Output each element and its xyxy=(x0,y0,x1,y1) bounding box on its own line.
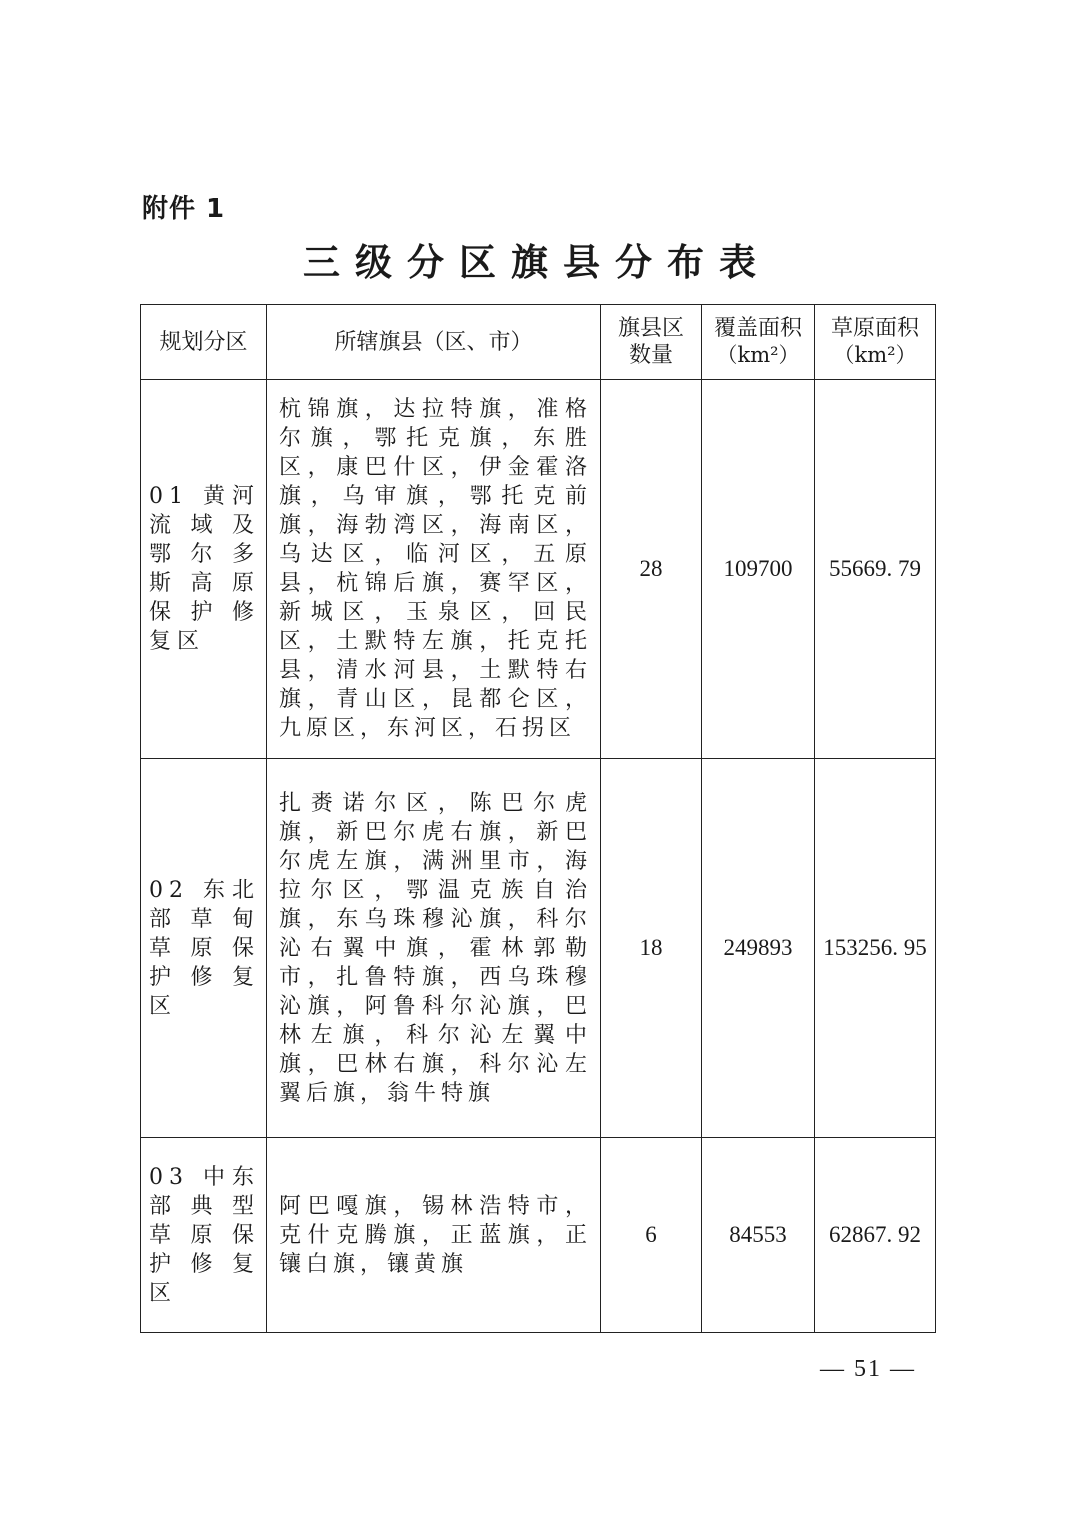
zone-cell: 03 中东部典型草原保护修复区 xyxy=(141,1138,267,1333)
zone-cell: 01 黄河流域及鄂尔多斯高原保护修复区 xyxy=(141,380,267,759)
grassland-cell: 62867. 92 xyxy=(815,1138,936,1333)
table-row xyxy=(141,759,936,1138)
coverage-cell: 84553 xyxy=(702,1138,815,1333)
count-cell: 6 xyxy=(601,1138,702,1333)
header-coverage-label: 覆盖面积 xyxy=(713,316,802,341)
attachment-label: 附件 1 xyxy=(142,194,226,224)
counties-cell: 杭锦旗，达拉特旗，准格尔旗，鄂托克旗，东胜区，康巴什区，伊金霍洛旗，乌审旗，鄂托克前旗，海勃湾区，海南区，乌达区，临河区，五原县，杭锦后旗，赛罕区，新城区，玉泉区，回民区，土默特左旗，托克托县，清水河县，土默特右旗，青山区，昆都仑区，九原区，东河区，石拐区 xyxy=(267,380,601,759)
counties-cell: 扎赉诺尔区，陈巴尔虎旗，新巴尔虎右旗，新巴尔虎左旗，满洲里市，海拉尔区，鄂温克族自治旗，东乌珠穆沁旗，科尔沁右翼中旗，霍林郭勒市，扎鲁特旗，西乌珠穆沁旗，阿鲁科尔沁旗，巴林左旗，科尔沁左翼中旗，巴林右旗，科尔沁左翼后旗，翁牛特旗 xyxy=(267,759,601,1138)
table-header-row xyxy=(141,305,936,380)
table-row xyxy=(141,380,936,759)
grassland-cell: 55669. 79 xyxy=(815,380,936,759)
zone-cell: 02 东北部草甸草原保护修复区 xyxy=(141,759,267,1138)
coverage-cell: 249893 xyxy=(702,759,815,1138)
page-number: — 51 — xyxy=(820,1356,916,1382)
header-count-line1: 旗县区 xyxy=(617,316,684,341)
header-zone xyxy=(141,305,267,380)
header-grassland-label: 草原面积 xyxy=(830,316,919,341)
document-title: 三级分区旗县分布表 xyxy=(303,241,771,284)
counties-cell: 阿巴嘎旗，锡林浩特市，克什克腾旗，正蓝旗，正镶白旗，镶黄旗 xyxy=(267,1138,601,1333)
header-count xyxy=(601,305,702,380)
header-coverage xyxy=(702,305,815,380)
count-cell: 28 xyxy=(601,380,702,759)
coverage-cell: 109700 xyxy=(702,380,815,759)
count-cell: 18 xyxy=(601,759,702,1138)
zone-distribution-table xyxy=(140,304,936,1333)
header-counties-label: 所辖旗县（区、市） xyxy=(334,329,533,355)
header-coverage-unit: （km²） xyxy=(716,343,800,367)
header-count-line2: 数量 xyxy=(628,343,673,368)
grassland-cell: 153256. 95 xyxy=(815,759,936,1138)
table-row xyxy=(141,1138,936,1333)
header-grassland-unit: （km²） xyxy=(833,343,917,367)
header-counties xyxy=(267,305,601,380)
header-zone-label: 规划分区 xyxy=(159,329,248,355)
header-grassland xyxy=(815,305,936,380)
